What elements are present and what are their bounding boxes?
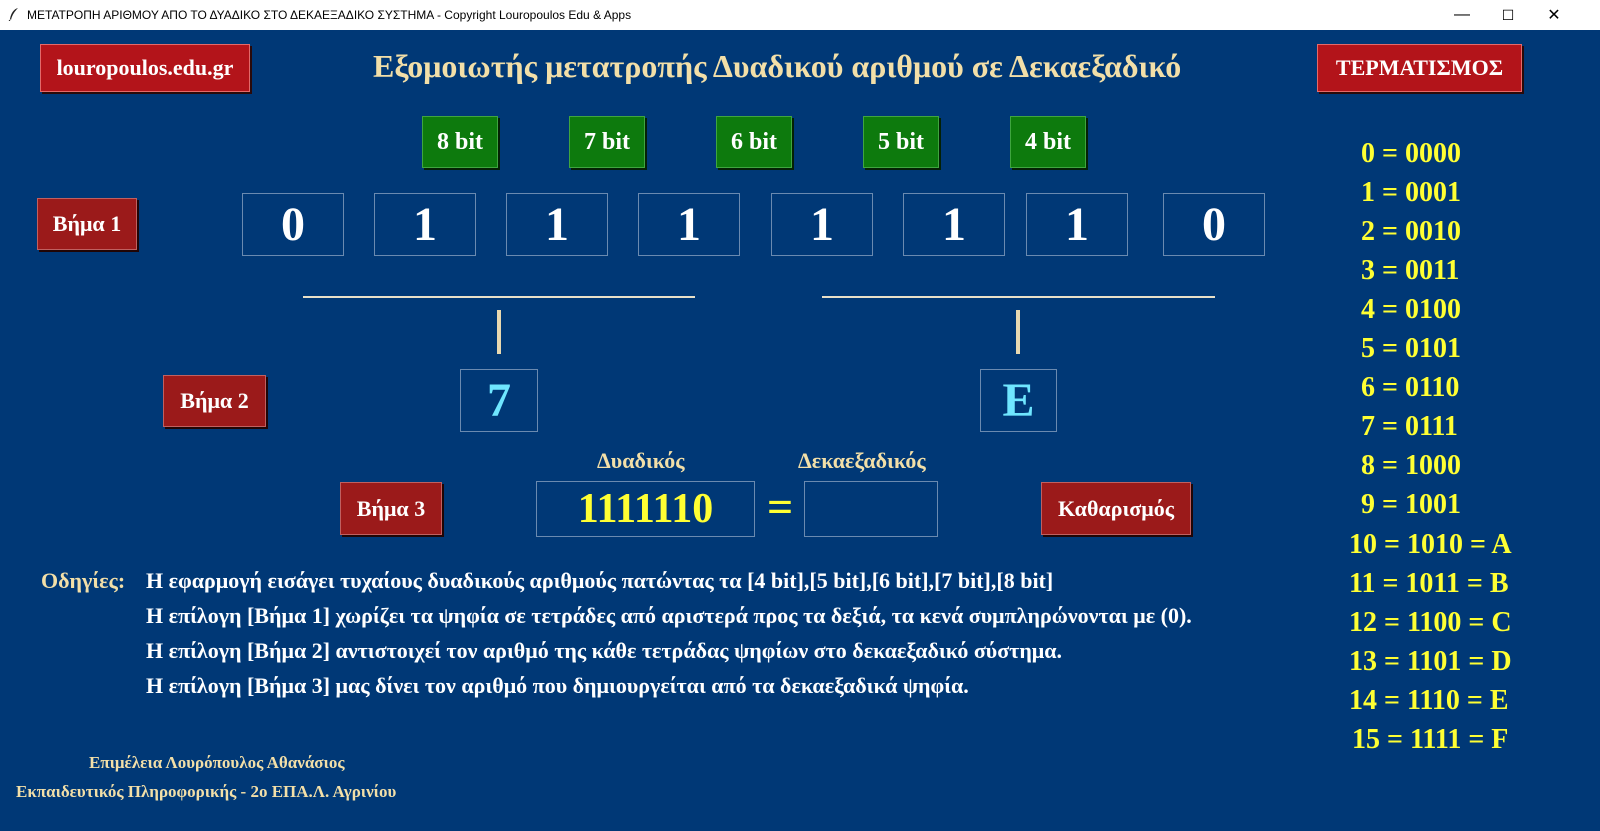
group-line-left (303, 296, 695, 298)
bit-8-button[interactable]: 8 bit (422, 116, 498, 168)
reference-row: 0 = 0000 (1361, 138, 1461, 169)
website-button[interactable]: louropoulos.edu.gr (40, 44, 250, 92)
step-2-button[interactable]: Βήμα 2 (163, 375, 266, 427)
hex-digit-left: 7 (460, 369, 538, 432)
bit-box-3: 1 (506, 193, 608, 256)
clear-button[interactable]: Καθαρισμός (1041, 482, 1191, 535)
bit-box-4: 1 (638, 193, 740, 256)
step-1-button[interactable]: Βήμα 1 (37, 198, 137, 250)
bit-box-8: 0 (1163, 193, 1265, 256)
instruction-line: Η εφαρμογή εισάγει τυχαίους δυαδικούς αριθμούς πατώντας τα [4 bit],[5 bit],[6 bit],[7 bit],[8 bit] (146, 568, 1054, 593)
bit-box-1: 0 (242, 193, 344, 256)
window-titlebar (0, 0, 1600, 30)
instructions-label: Οδηγίες: (41, 568, 126, 593)
hex-digit-right: E (980, 369, 1057, 432)
bit-6-button[interactable]: 6 bit (716, 116, 792, 168)
feather-icon (8, 7, 20, 21)
group-line-right (822, 296, 1215, 298)
minimize-button[interactable]: — (1454, 6, 1470, 23)
reference-row: 14 = 1110 = E (1349, 685, 1509, 716)
reference-row: 3 = 0011 (1361, 255, 1460, 286)
reference-row: 13 = 1101 = D (1349, 646, 1512, 677)
instruction-line: Η επίλογη [Βήμα 3] μας δίνει τον αριθμό που δημιουργείται από τα δεκαεξαδικά ψηφία. (146, 673, 969, 698)
step-3-button[interactable]: Βήμα 3 (340, 482, 442, 535)
maximize-button[interactable]: ☐ (1501, 6, 1515, 23)
reference-row: 1 = 0001 (1361, 177, 1461, 208)
separator-right (1016, 310, 1020, 354)
bit-box-7: 1 (1026, 193, 1128, 256)
hex-result-box (804, 481, 938, 537)
bit-box-2: 1 (374, 193, 476, 256)
author-role: Εκπαιδευτικός Πληροφορικής - 2ο ΕΠΑ.Λ. Αγρινίου (16, 782, 397, 801)
close-button[interactable]: ✕ (1547, 7, 1561, 24)
reference-row: 11 = 1011 = B (1349, 568, 1509, 599)
reference-row: 6 = 0110 (1361, 372, 1460, 403)
reference-row: 8 = 1000 (1361, 450, 1461, 481)
bit-4-button[interactable]: 4 bit (1010, 116, 1086, 168)
reference-row: 12 = 1100 = C (1349, 607, 1512, 638)
reference-row: 2 = 0010 (1361, 216, 1461, 247)
reference-row: 9 = 1001 (1361, 489, 1461, 520)
binary-label: Δυαδικός (597, 448, 685, 473)
app-canvas (0, 30, 1600, 831)
equals-sign: = (767, 481, 794, 532)
separator-left (497, 310, 501, 354)
bit-7-button[interactable]: 7 bit (569, 116, 645, 168)
bit-box-6: 1 (903, 193, 1005, 256)
window-title: ΜΕΤΑΤΡΟΠΗ ΑΡΙΘΜΟΥ ΑΠΟ ΤΟ ΔΥΑΔΙΚΟ ΣΤΟ ΔΕΚΑΕΞΑΔΙΚΟ ΣΥΣΤΗΜΑ - Copyright Louropoulos Edu & Apps (27, 8, 632, 22)
instruction-line: Η επίλογη [Βήμα 1] χωρίζει τα ψηφία σε τετράδες από αριστερά προς τα δεξιά, τα κενά συμπληρώνονται με (0). (146, 603, 1192, 628)
reference-row: 4 = 0100 (1361, 294, 1461, 325)
instruction-line: Η επίλογη [Βήμα 2] αντιστοιχεί τον αριθμό της κάθε τετράδας ψηφίων στο δεκαεξαδικό σύστημα. (146, 638, 1063, 663)
hex-label: Δεκαεξαδικός (798, 448, 926, 473)
reference-row: 5 = 0101 (1361, 333, 1461, 364)
binary-result-box: 1111110 (536, 481, 755, 537)
bit-5-button[interactable]: 5 bit (863, 116, 939, 168)
reference-row: 7 = 0111 (1361, 411, 1458, 442)
reference-row: 10 = 1010 = A (1349, 529, 1512, 560)
author-credit: Επιμέλεια Λουρόπουλος Αθανάσιος (89, 753, 345, 772)
bit-box-5: 1 (771, 193, 873, 256)
app-title: Εξομοιωτής μετατροπής Δυαδικού αριθμού σε Δεκαεξαδικό (373, 48, 1182, 84)
exit-button[interactable]: ΤΕΡΜΑΤΙΣΜΟΣ (1317, 44, 1522, 92)
reference-row: 15 = 1111 = F (1352, 724, 1509, 755)
